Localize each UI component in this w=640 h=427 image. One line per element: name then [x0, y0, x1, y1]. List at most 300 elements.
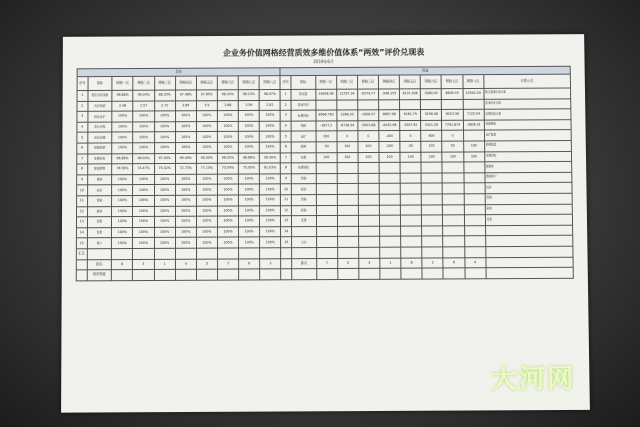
row-number: 13 — [76, 217, 87, 228]
benefit-indicator-name: 抢修 — [291, 142, 316, 153]
efficiency-value: 100% — [196, 142, 217, 153]
benefit-value — [421, 162, 442, 173]
benefit-value — [400, 183, 421, 194]
benefit-value: -6052.96 — [379, 120, 400, 131]
benefit-value — [401, 236, 422, 247]
efficiency-value: 100% — [133, 174, 154, 185]
header-grid: 网格三区 — [154, 76, 175, 90]
efficiency-value: 100% — [260, 184, 281, 195]
efficiency-value: 100% — [196, 206, 217, 217]
benefit-indicator-name: 营销 — [291, 173, 316, 184]
row-number: 14 — [281, 226, 292, 237]
efficiency-value: 100% — [133, 227, 154, 238]
rank-value: 8 — [112, 259, 133, 270]
empty-cell — [154, 248, 175, 259]
efficiency-value: 96.86% — [112, 153, 133, 164]
efficiency-value: 100% — [260, 216, 281, 227]
row-number: 9 — [281, 174, 292, 185]
empty-cell — [292, 269, 317, 280]
benefit-value: 2421.26 — [421, 120, 442, 131]
efficiency-value: 100% — [259, 131, 280, 142]
benefit-value: -5623.88 — [358, 120, 379, 131]
efficiency-value: 100% — [175, 121, 196, 132]
benefit-value — [443, 183, 464, 194]
header-grid: 网格一区 — [112, 76, 133, 90]
efficiency-value: 75.04% — [217, 163, 238, 174]
benefit-value — [400, 162, 421, 173]
benefit-indicator-name: 变更 — [291, 216, 316, 227]
benefit-value: 6161.79 — [400, 110, 421, 121]
rank-value: 3 — [133, 259, 154, 270]
empty-cell — [292, 247, 317, 258]
row-number: 8 — [77, 164, 88, 175]
benefit-value — [316, 163, 337, 174]
benefit-indicator-name: 新装 — [291, 205, 316, 216]
efficiency-value: 100% — [133, 132, 154, 143]
efficiency-value: 2.81 — [259, 100, 280, 111]
benefit-value — [464, 173, 485, 184]
benefit-value — [315, 100, 336, 111]
efficiency-value: 100% — [175, 237, 196, 248]
watermark-logo: 大河网 — [490, 364, 576, 396]
benefit-value: 100 — [316, 152, 337, 163]
formula-text: 新装 — [485, 204, 572, 215]
rank-value: 4 — [464, 257, 485, 268]
header-grid: 网格八区 — [463, 75, 484, 89]
benefit-value — [337, 194, 358, 205]
indicator-name: 台区线损 — [87, 101, 112, 112]
efficiency-value: 98.23% — [238, 90, 259, 101]
efficiency-value: 100% — [217, 132, 238, 143]
efficiency-value: 100% — [196, 216, 217, 227]
benefit-value — [464, 204, 485, 215]
benefit-value — [380, 236, 401, 247]
benefit-indicator-name: 营销 — [291, 195, 316, 206]
benefit-value — [422, 194, 443, 205]
empty-cell — [486, 257, 574, 268]
row-number: 7 — [77, 154, 88, 165]
benefit-value — [442, 162, 463, 173]
efficiency-value: 100% — [239, 227, 260, 238]
document-subtitle: 2019年6月 — [313, 59, 334, 65]
benefit-indicator-name: 线损 — [291, 121, 316, 132]
indicator-name: 台区治理 — [87, 132, 112, 143]
empty-cell — [486, 246, 574, 257]
efficiency-value: 97.00% — [154, 153, 175, 164]
header-grid: 网格一区 — [315, 75, 336, 89]
benefit-value: 0256.08 — [421, 110, 442, 121]
benefit-value — [400, 173, 421, 184]
grade-label: 绩效等级 — [87, 270, 112, 281]
empty-cell — [464, 247, 485, 258]
benefit-value — [358, 226, 379, 237]
benefit-value — [358, 163, 379, 174]
efficiency-value: 100% — [154, 174, 175, 185]
empty-cell — [154, 269, 175, 280]
efficiency-value: 100% — [260, 174, 281, 185]
benefit-value — [358, 173, 379, 184]
benefit-indicator-name: 业扩 — [291, 131, 316, 142]
benefit-value: 100 — [463, 151, 484, 162]
rank-value: 5 — [196, 259, 217, 270]
efficiency-value: 100% — [196, 111, 217, 122]
indicator-name: 投诉 — [87, 185, 112, 196]
benefit-value: -200 — [379, 141, 400, 152]
empty-cell — [76, 270, 87, 281]
efficiency-value: 100% — [238, 121, 259, 132]
indicator-name: 变更 — [87, 227, 112, 238]
efficiency-value: 100% — [196, 132, 217, 143]
benefit-value — [358, 99, 379, 110]
efficiency-value: 100% — [175, 185, 196, 196]
header-grid: 网格二区 — [336, 75, 357, 89]
benefit-value — [422, 236, 443, 247]
benefit-value — [337, 237, 358, 248]
efficiency-value: 100% — [217, 195, 238, 206]
efficiency-value: 100% — [217, 237, 238, 248]
efficiency-value: 100% — [133, 122, 154, 133]
formula-text: 营销 — [485, 193, 572, 204]
benefit-value — [358, 205, 379, 216]
benefit-value — [337, 163, 358, 174]
benefit-value — [400, 194, 421, 205]
empty-cell — [443, 268, 464, 279]
efficiency-value: 100% — [175, 142, 196, 153]
benefit-value: 100 — [337, 152, 358, 163]
benefit-value: -6738.94 — [337, 121, 358, 132]
rank-value: 7 — [316, 258, 337, 269]
formula-text: 线损降低 — [484, 119, 571, 130]
benefit-value: -400 — [379, 131, 400, 142]
efficiency-value: 100% — [175, 195, 196, 206]
efficiency-value: 100% — [133, 111, 154, 122]
formula-text — [485, 236, 572, 247]
efficiency-value: 100% — [260, 142, 281, 153]
benefit-value — [337, 173, 358, 184]
empty-cell — [422, 247, 443, 258]
row-number: 6 — [281, 142, 292, 153]
grade-row — [76, 267, 573, 280]
benefit-value: 6023.36 — [442, 110, 463, 121]
efficiency-value: 100% — [112, 195, 133, 206]
benefit-indicator-name: 售电均价 — [291, 100, 316, 111]
benefit-value: 7781.874 — [442, 120, 463, 131]
indicator-name: 新装 — [87, 206, 112, 217]
empty-cell — [422, 268, 443, 279]
efficiency-value: 88.20% — [154, 90, 175, 101]
rank-value: 4 — [175, 259, 196, 270]
efficiency-value: 100% — [239, 205, 260, 216]
efficiency-value: 100% — [133, 238, 154, 249]
benefit-value — [464, 183, 485, 194]
header-grid: 网格四区 — [378, 75, 399, 89]
benefit-value: 10542.09 — [463, 88, 484, 99]
efficiency-value: 72.73% — [175, 163, 196, 174]
header-grid: 网格六区 — [420, 75, 441, 89]
benefit-value — [421, 173, 442, 184]
empty-cell — [380, 268, 401, 279]
benefit-value — [337, 205, 358, 216]
formula-text: 业扩数量 — [484, 130, 571, 141]
efficiency-value: 100% — [238, 132, 259, 143]
benefit-value — [400, 99, 421, 110]
benefit-value: 100 — [379, 152, 400, 163]
efficiency-value: 81.03% — [260, 163, 281, 174]
efficiency-value: 100% — [217, 142, 238, 153]
empty-cell — [316, 247, 337, 258]
empty-cell — [239, 248, 260, 259]
row-number: 12 — [77, 206, 88, 217]
efficiency-value: 100% — [217, 216, 238, 227]
benefit-value: -50 — [316, 142, 337, 153]
benefit-value: 100 — [442, 152, 463, 163]
row-number: 2 — [77, 101, 88, 112]
formula-text: 抢修数量 — [484, 140, 571, 151]
efficiency-value: 76.58% — [112, 164, 133, 175]
efficiency-value: 100% — [175, 111, 196, 122]
benefit-value: 100 — [421, 152, 442, 163]
row-number: 10 — [281, 184, 292, 195]
efficiency-value: 3.68 — [217, 100, 238, 111]
efficiency-value: 100% — [133, 143, 154, 154]
benefit-value: 200 — [316, 131, 337, 142]
header-grid: 网格八区 — [259, 76, 280, 90]
row-number: 15 — [281, 237, 292, 248]
benefit-value — [316, 226, 337, 237]
benefit-value — [379, 184, 400, 195]
empty-cell — [401, 247, 422, 258]
efficiency-value: 100% — [196, 237, 217, 248]
empty-cell — [465, 268, 486, 279]
efficiency-value: 100% — [217, 111, 238, 122]
benefit-value — [401, 226, 422, 237]
indicator-name: 低压业扩 — [87, 111, 112, 122]
row-number: 4 — [77, 122, 88, 133]
header-grid: 网格五区 — [196, 76, 217, 90]
row-number: 5 — [77, 132, 88, 143]
header-indicator: 指标 — [88, 77, 113, 91]
benefit-value: -1806.57 — [358, 110, 379, 121]
benefit-value — [358, 194, 379, 205]
benefit-value: 8696.763 — [316, 110, 337, 121]
efficiency-value: 100% — [217, 206, 238, 217]
efficiency-value: 96.55% — [217, 153, 238, 164]
benefit-value — [379, 215, 400, 226]
empty-cell — [260, 248, 281, 259]
benefit-value — [443, 194, 464, 205]
benefit-value — [422, 215, 443, 226]
row-number: 8 — [281, 163, 292, 174]
efficiency-value: 96.00% — [133, 90, 154, 101]
benefit-value — [463, 99, 484, 110]
benefit-value — [464, 215, 485, 226]
efficiency-value: 98.07% — [259, 89, 280, 100]
efficiency-value: 100% — [133, 217, 154, 228]
benefit-value — [358, 215, 379, 226]
formula-text: 售电均价计算 — [484, 98, 571, 109]
summary-label: 汇总 — [76, 249, 87, 260]
benefit-value — [401, 215, 422, 226]
indicator-name: 变更 — [87, 217, 112, 228]
empty-cell — [359, 268, 380, 279]
efficiency-value: 100% — [239, 195, 260, 206]
efficiency-value: 100% — [154, 185, 175, 196]
benefit-value: 6609.19 — [442, 89, 463, 100]
row-number: 3 — [77, 111, 88, 122]
efficiency-value: 100% — [112, 238, 133, 249]
document-sheet — [61, 34, 590, 413]
formula-text: 购买量增长率计算 — [484, 88, 571, 99]
header-number: 序号 — [77, 77, 88, 91]
efficiency-value: 75.02% — [154, 164, 175, 175]
empty-cell — [316, 269, 337, 280]
benefit-value — [464, 225, 485, 236]
efficiency-value: 100% — [112, 217, 133, 228]
empty-cell — [112, 270, 133, 281]
efficiency-value: 3.89 — [175, 100, 196, 111]
benefit-value — [463, 130, 484, 141]
indicator-name: 低压台区线损 — [88, 90, 113, 101]
efficiency-value: 100% — [260, 237, 281, 248]
formula-text: 缴费率 — [485, 162, 572, 173]
efficiency-value: 100% — [154, 216, 175, 227]
formula-text — [485, 225, 572, 236]
benefit-value — [401, 205, 422, 216]
benefit-value — [443, 215, 464, 226]
efficiency-value: 2.48 — [112, 101, 133, 112]
benefit-value — [316, 194, 337, 205]
efficiency-value: 100% — [112, 206, 133, 217]
evaluation-table — [76, 66, 574, 281]
efficiency-value: 100% — [175, 206, 196, 217]
benefit-value: 100 — [358, 141, 379, 152]
benefit-value — [337, 184, 358, 195]
group-header-benefit: 效益 — [280, 66, 570, 75]
efficiency-value: 97.48% — [175, 90, 196, 101]
benefit-value — [422, 204, 443, 215]
benefit-indicator-name: 电费回收 — [291, 110, 316, 121]
benefit-indicator-name: 电费 — [291, 152, 316, 163]
efficiency-value: 100% — [175, 132, 196, 143]
efficiency-value: 100% — [112, 122, 133, 133]
benefit-value — [463, 162, 484, 173]
empty-cell — [380, 247, 401, 258]
benefit-value — [464, 236, 485, 247]
benefit-value — [337, 226, 358, 237]
efficiency-value: 100% — [154, 132, 175, 143]
benefit-indicator-name: 售电量 — [291, 89, 316, 100]
empty-cell — [260, 269, 281, 280]
efficiency-value: 100% — [112, 111, 133, 122]
efficiency-value: 100% — [133, 185, 154, 196]
empty-cell — [443, 247, 464, 258]
benefit-value: -3806.31 — [463, 120, 484, 131]
empty-cell — [133, 248, 154, 259]
benefit-value: 6867.98 — [379, 110, 400, 121]
empty-cell — [217, 269, 238, 280]
efficiency-value: 100% — [239, 184, 260, 195]
rank-label: 排名 — [87, 259, 112, 270]
document-title: 企业务价值网格经营质效多维价值体系“两效”评价兑现表 — [223, 47, 425, 58]
header-grid: 网格二区 — [133, 76, 154, 90]
row-number: 2 — [280, 100, 291, 111]
efficiency-value: 2.57 — [133, 101, 154, 112]
rank-value: 1 — [154, 259, 175, 270]
efficiency-value: 100% — [217, 174, 238, 185]
benefit-value — [379, 194, 400, 205]
formula-text: 电费回收 — [484, 151, 571, 162]
benefit-value — [442, 99, 463, 110]
benefit-value — [421, 183, 442, 194]
benefit-value: 100 — [400, 152, 421, 163]
header-indicator: 指标 — [291, 75, 316, 89]
efficiency-value: 96.00% — [133, 153, 154, 164]
efficiency-value: 100% — [154, 143, 175, 154]
empty-cell — [281, 269, 292, 280]
watermark — [491, 358, 576, 404]
row-number: 11 — [281, 195, 292, 206]
benefit-value — [443, 225, 464, 236]
benefit-value: -6374.77 — [358, 89, 379, 100]
rank-value: 6 — [443, 257, 464, 268]
benefit-value — [358, 184, 379, 195]
benefit-value: 6131.938 — [400, 89, 421, 100]
benefit-value: 100 — [358, 152, 379, 163]
empty-cell — [401, 268, 422, 279]
benefit-value: -948.155 — [379, 89, 400, 100]
efficiency-value: 100% — [196, 195, 217, 206]
benefit-indicator-name — [291, 226, 316, 237]
efficiency-value: 100% — [133, 195, 154, 206]
efficiency-value: 100% — [196, 227, 217, 238]
efficiency-value: 100% — [154, 227, 175, 238]
benefit-value: 16408.46 — [315, 89, 336, 100]
row-number: 5 — [281, 131, 292, 142]
empty-cell — [337, 247, 358, 258]
row-number: 9 — [77, 175, 88, 186]
benefit-value — [358, 237, 379, 248]
row-number: 4 — [281, 121, 292, 132]
efficiency-value: 2.72 — [154, 101, 175, 112]
efficiency-value: 100% — [112, 174, 133, 185]
efficiency-value: 100% — [154, 195, 175, 206]
header-grid: 网格七区 — [238, 76, 259, 90]
efficiency-value: 99.30% — [260, 153, 281, 164]
efficiency-value: 100% — [238, 111, 259, 122]
benefit-value: 12797.34 — [336, 89, 357, 100]
benefit-value — [379, 162, 400, 173]
empty-cell — [338, 268, 359, 279]
benefit-value: 7125.94 — [463, 109, 484, 120]
efficiency-value: 97.65% — [196, 90, 217, 101]
efficiency-value: 100% — [217, 227, 238, 238]
benefit-value: 100 — [337, 142, 358, 153]
empty-cell — [281, 258, 292, 269]
efficiency-value: 100% — [196, 174, 217, 185]
efficiency-value: 99.09% — [175, 153, 196, 164]
row-number: 11 — [77, 196, 88, 207]
efficiency-value: 100% — [196, 121, 217, 132]
row-number: 3 — [280, 110, 291, 121]
rank-value: 2 — [422, 257, 443, 268]
empty-cell — [196, 248, 217, 259]
efficiency-value: 100% — [259, 121, 280, 132]
row-number: 15 — [76, 238, 87, 249]
indicator-name: 表计采集 — [87, 122, 112, 133]
formula-text: 变更 — [485, 214, 572, 225]
benefit-value — [316, 205, 337, 216]
indicator-name: 营销 — [87, 196, 112, 207]
